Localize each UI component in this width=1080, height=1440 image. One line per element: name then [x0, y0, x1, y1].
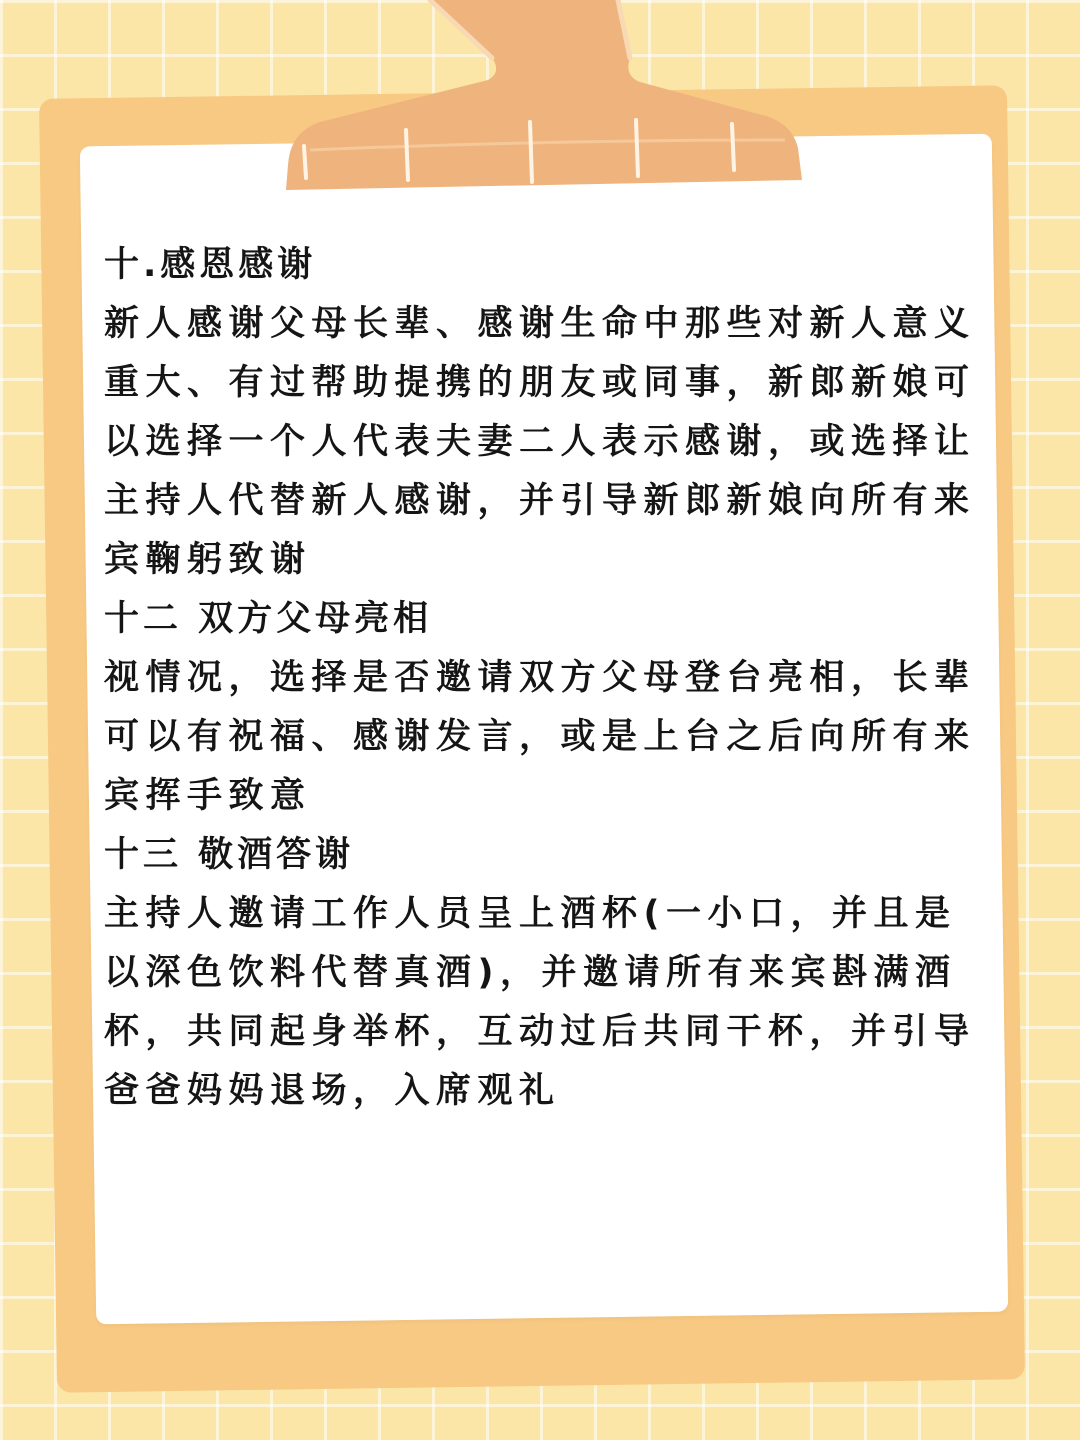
- section-body-thanks: 新人感谢父母长辈、感谢生命中那些对新人意义重大、有过帮助提携的朋友或同事，新郎新娘可以选择一个人代表夫妻二人表示感谢，或选择让主持人代替新人感谢，并引导新郎新娘向所有来宾鞠躬致谢: [104, 304, 976, 580]
- section-heading-toast: 十三 敬酒答谢: [104, 835, 355, 875]
- section-body-toast: 主持人邀请工作人员呈上酒杯(一小口，并且是以深色饮料代替真酒)，并邀请所有来宾斟满酒杯，共同起身举杯，互动过后共同干杯，并引导爸爸妈妈退场，入席观礼: [104, 894, 976, 1111]
- section-heading-parents: 十二 双方父母亮相: [104, 599, 433, 639]
- section-body-parents: 视情况，选择是否邀请双方父母登台亮相，长辈可以有祝福、感谢发言，或是上台之后向所有来宾挥手致意: [104, 658, 976, 816]
- document-content: [104, 236, 994, 1121]
- clipboard-clip-icon: [280, 0, 810, 200]
- section-heading-thanks: 十.感恩感谢: [104, 245, 317, 285]
